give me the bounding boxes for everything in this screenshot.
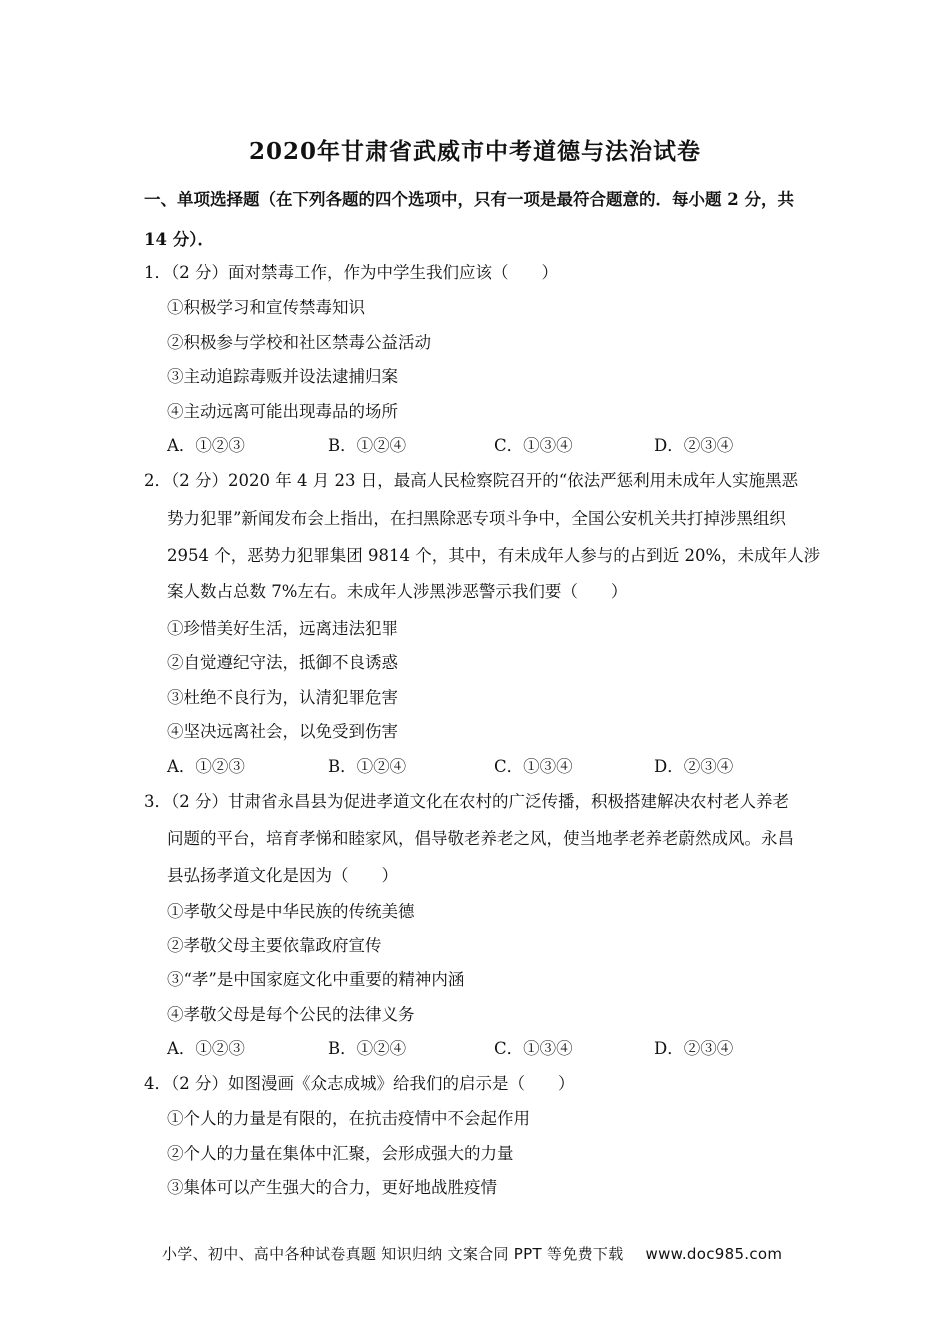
question-2-stem-line2: 势力犯罪”新闻发布会上指出，在扫黑除恶专项斗争中，全国公安机关共打掉涉黑组织 xyxy=(167,509,786,528)
question-3-stem-line2: 问题的平台，培育孝悌和睦家风，倡导敬老养老之风，使当地孝老养老蔚然成风。永昌 xyxy=(167,829,794,848)
question-3-statement-1: ①孝敬父母是中华民族的传统美德 xyxy=(167,902,415,921)
question-2-option-b: B．①②④ xyxy=(328,757,407,776)
question-1-option-d: D．②③④ xyxy=(654,436,734,455)
question-2-statement-3: ③杜绝不良行为，认清犯罪危害 xyxy=(167,688,398,707)
question-4-statement-3: ③集体可以产生强大的合力，更好地战胜疫情 xyxy=(167,1178,497,1197)
question-2-stem-line1: 2．（2 分）2020 年 4 月 23 日，最高人民检察院召开的“依法严惩利用未成年人实施黑恶 xyxy=(144,471,799,490)
question-3-statement-3: ③“孝”是中国家庭文化中重要的精神内涵 xyxy=(167,970,465,989)
question-1-stem: 1．（2 分）面对禁毒工作，作为中学生我们应该（ ） xyxy=(144,263,558,282)
question-2-statement-1: ①珍惜美好生活，远离违法犯罪 xyxy=(167,619,398,638)
question-3-option-b: B．①②④ xyxy=(328,1039,407,1058)
section-heading-line1: 一、单项选择题（在下列各题的四个选项中，只有一项是最符合题意的．每小题 2 分，共 xyxy=(144,190,794,209)
question-2-statement-4: ④坚决远离社会，以免受到伤害 xyxy=(167,722,398,741)
question-3-option-a: A．①②③ xyxy=(167,1039,245,1058)
question-1-statement-2: ②积极参与学校和社区禁毒公益活动 xyxy=(167,333,431,352)
question-1-statement-3: ③主动追踪毒贩并设法逮捕归案 xyxy=(167,367,398,386)
question-1-option-a: A．①②③ xyxy=(167,436,245,455)
question-3-option-d: D．②③④ xyxy=(654,1039,734,1058)
question-3-option-c: C．①③④ xyxy=(494,1039,573,1058)
question-4-stem: 4．（2 分）如图漫画《众志成城》给我们的启示是（ ） xyxy=(144,1074,575,1093)
question-4-statement-1: ①个人的力量是有限的，在抗击疫情中不会起作用 xyxy=(167,1109,530,1128)
question-2-option-c: C．①③④ xyxy=(494,757,573,776)
question-3-statement-4: ④孝敬父母是每个公民的法律义务 xyxy=(167,1005,415,1024)
question-3-stem-line1: 3．（2 分）甘肃省永昌县为促进孝道文化在农村的广泛传播，积极搭建解决农村老人养老 xyxy=(144,792,789,811)
question-1-statement-1: ①积极学习和宣传禁毒知识 xyxy=(167,298,365,317)
footer-url[interactable]: www.doc985.com xyxy=(645,1245,783,1263)
question-4-statement-2: ②个人的力量在集体中汇聚，会形成强大的力量 xyxy=(167,1144,514,1163)
section-heading-line2: 14 分）． xyxy=(144,230,214,249)
question-2-option-d: D．②③④ xyxy=(654,757,734,776)
question-1-option-c: C．①③④ xyxy=(494,436,573,455)
question-3-stem-line3: 县弘扬孝道文化是因为（ ） xyxy=(167,866,398,885)
question-2-statement-2: ②自觉遵纪守法，抵御不良诱惑 xyxy=(167,653,398,672)
question-3-statement-2: ②孝敬父母主要依靠政府宣传 xyxy=(167,936,382,955)
page-footer xyxy=(162,1243,782,1264)
question-2-option-a: A．①②③ xyxy=(167,757,245,776)
page-title: 2020年甘肃省武威市中考道德与法治试卷 xyxy=(248,138,701,165)
question-2-stem-line3: 2954 个，恶势力犯罪集团 9814 个，其中，有未成年人参与的占到近 20%，未成年人涉 xyxy=(167,546,821,565)
question-1-statement-4: ④主动远离可能出现毒品的场所 xyxy=(167,402,398,421)
question-2-stem-line4: 案人数占总数 7%左右。未成年人涉黑涉恶警示我们要（ ） xyxy=(167,582,628,601)
question-1-option-b: B．①②④ xyxy=(328,436,407,455)
footer-text: 小学、初中、高中各种试卷真题 知识归纳 文案合同 PPT 等免费下载 xyxy=(162,1245,624,1263)
